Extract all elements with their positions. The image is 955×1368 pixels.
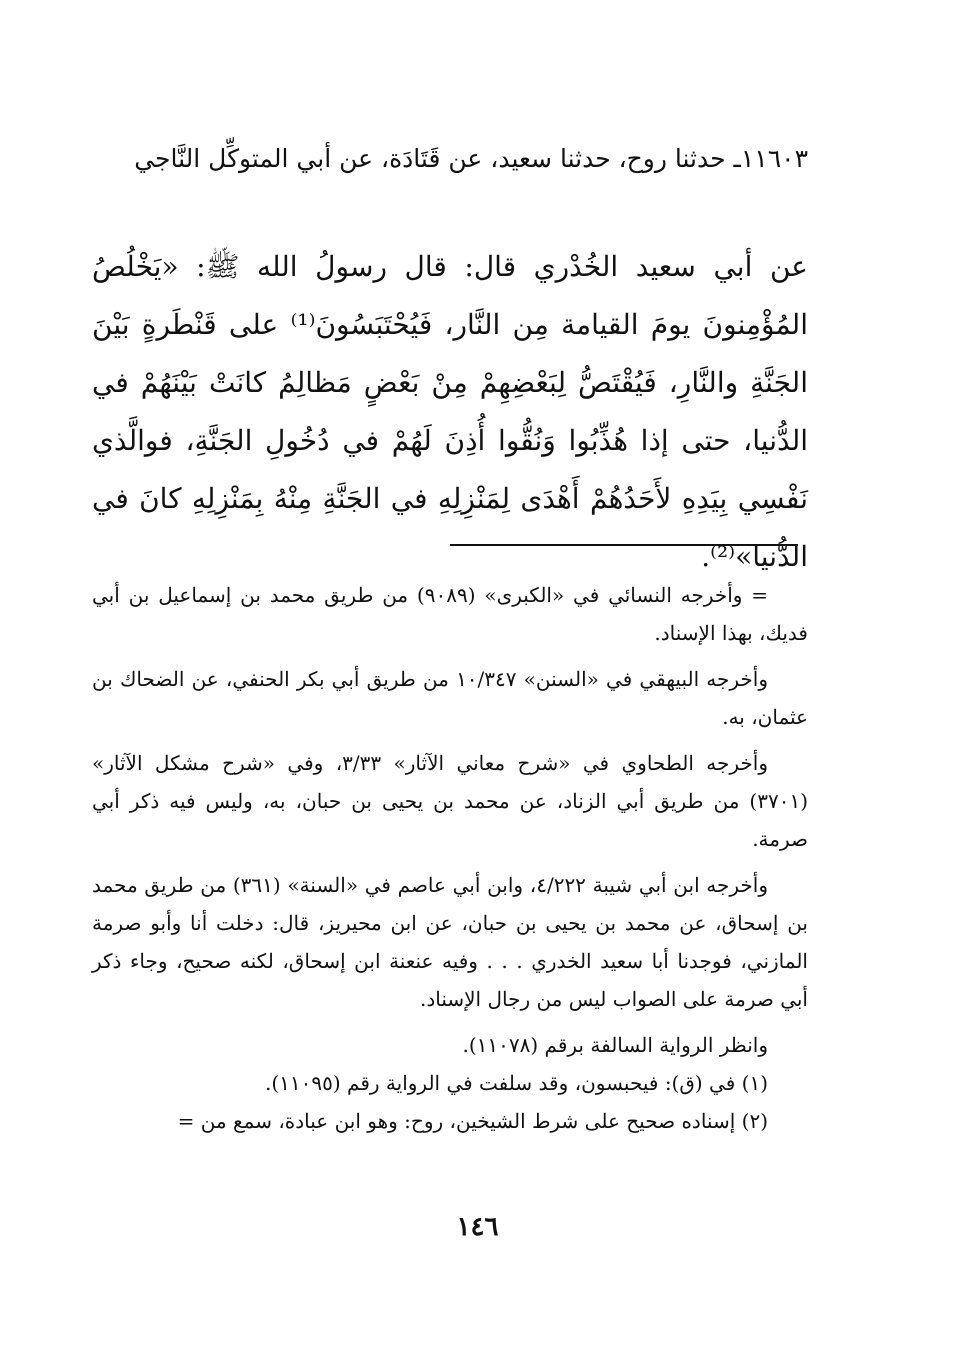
footnote-paragraph: وانظر الرواية السالفة برقم (١١٠٧٨). <box>462 1033 768 1057</box>
footnotes-section <box>92 576 808 1140</box>
footnote-note-2: (٢) إسناده صحيح على شرط الشيخين، روح: وهو ابن عبادة، سمع من = <box>177 1109 768 1133</box>
footnote-paragraph: وأخرجه الطحاوي في «شرح معاني الآثار» ٣/٣٣، وفي «شرح مشكل الآثار» (٣٧٠١) من طريق أبي الزناد، عن محمد بن يحيى بن حبان، به، وليس فيه ذكر أبي صرمة. <box>92 751 808 851</box>
hadith-matn: عن أبي سعيد الخُدْري قال: قال رسولُ الله ﷺ: «يَخْلُصُ المُؤْمِنونَ يومَ القيامة مِن النَّار، فَيُحْتَبَسُونَ⁽¹⁾ على قَنْطَرةٍ بَيْنَ الجَنَّةِ والنَّارِ، فَيُقْتَصُّ لِبَعْضِهِمْ مِنْ بَعْضٍ مَظالِمُ كانَتْ بَيْنَهُمْ في الدُّنيا، حتى إذا هُذِّبُوا وَنُقُّوا أُذِنَ لَهُمْ في دُخُولِ الجَنَّةِ، فوالَّذي نَفْسِي بِيَدِهِ لأَحَدُهُمْ أَهْدَى لِمَنْزِلِهِ في الجَنَّةِ مِنْهُ بِمَنْزِلِهِ كانَ في الدُّنيا»⁽²⁾. <box>92 250 808 573</box>
page-number: ١٤٦ <box>456 1212 499 1242</box>
footnote-paragraph: وأخرجه ابن أبي شيبة ٤/٢٢٢، وابن أبي عاصم في «السنة» (٣٦١) من طريق محمد بن إسحاق، عن محمد بن يحيى بن حبان، عن ابن محيريز، قال: دخلت أنا وأبو صرمة المازني، فوجدنا أبا سعيد الخدري . . . وفيه عنعنة ابن إسحاق، لكنه صحيح، وجاء ذكر أبي صرمة على الصواب ليس من رجال الإسناد. <box>92 873 808 1011</box>
footnote-note-1: (١) في (ق): فيحبسون، وقد سلفت في الرواية رقم (١١٠٩٥). <box>264 1071 768 1095</box>
footnote-separator <box>450 544 798 546</box>
hadith-isnad: ١١٦٠٣ـ حدثنا روح، حدثنا سعيد، عن قَتَادَة، عن أبي المتوكِّل النَّاجي <box>134 144 808 173</box>
footnote-paragraph: وأخرجه البيهقي في «السنن» ١٠/٣٤٧ من طريق أبي بكر الحنفي، عن الضحاك بن عثمان، به. <box>92 667 808 729</box>
footnote-paragraph: = وأخرجه النسائي في «الكبرى» (٩٠٨٩) من طريق محمد بن إسماعيل بن أبي فديك، بهذا الإسناد. <box>92 583 808 645</box>
